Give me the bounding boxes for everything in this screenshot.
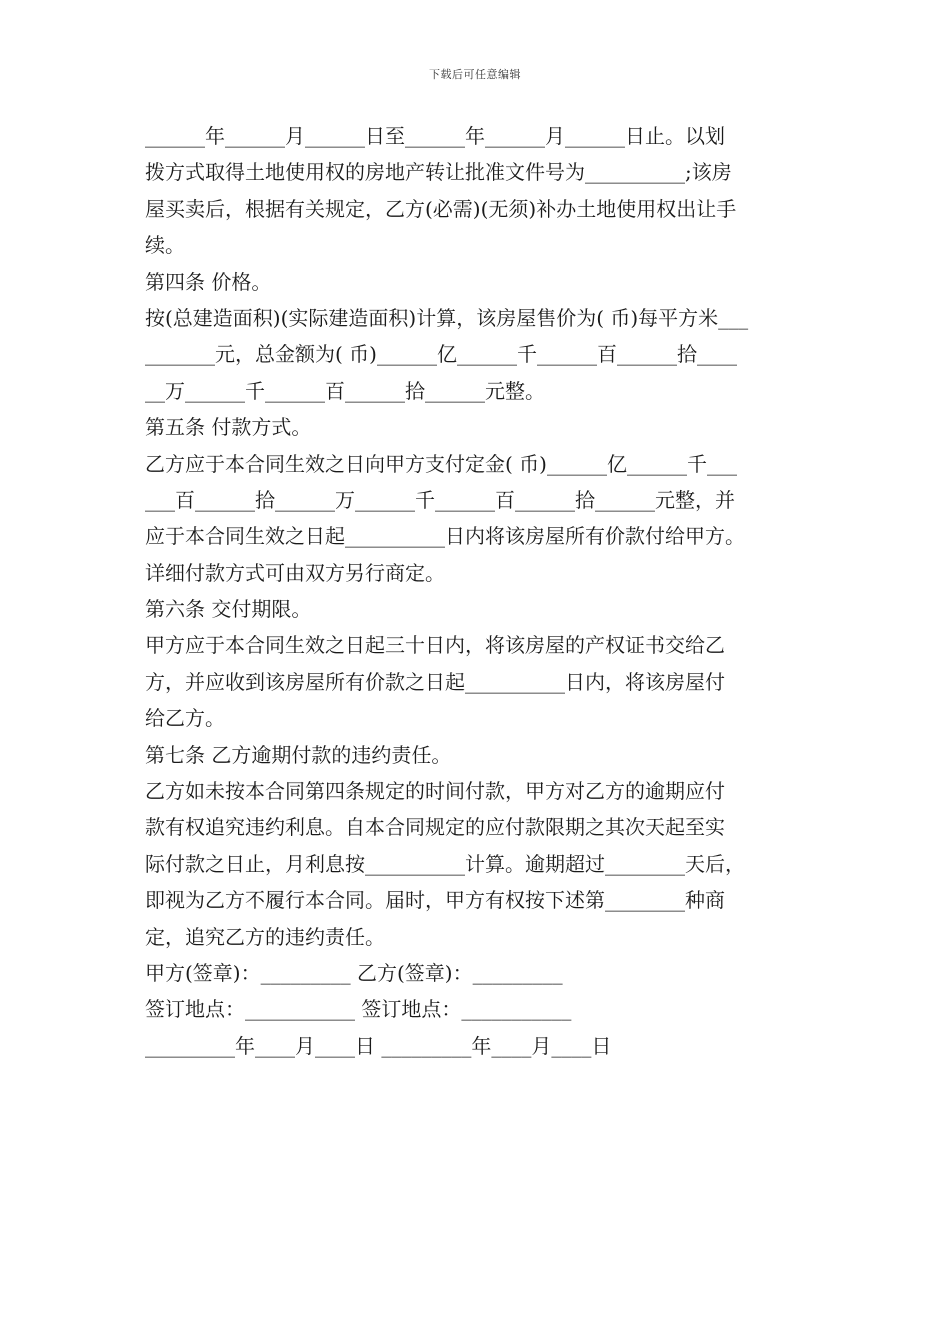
text-line: 际付款之日止，月利息按__________计算。逾期超过________天后， [145, 851, 745, 876]
text-line: 按(总建造面积)(实际建造面积)计算，该房屋售价为( 币)每平方米___ [145, 305, 749, 330]
text-line: 即视为乙方不履行本合同。届时，甲方有权按下述第________种商 [145, 888, 725, 913]
text-line: ______年______月______日至______年______月______日止。以划 [145, 124, 725, 148]
signing-place-line: 签订地点：___________ 签订地点：___________ [145, 997, 572, 1022]
signing-date-line: _________年____月____日 _________年____月____日 [145, 1033, 612, 1058]
text-line: 乙方应于本合同生效之日向甲方支付定金( 币)______亿______千___ [145, 451, 737, 476]
text-line: 给乙方。 [145, 706, 225, 731]
page-header-note: 下载后可任意编辑 [429, 68, 521, 81]
text-line: 方，并应收到该房屋所有价款之日起__________日内，将该房屋付 [145, 669, 725, 694]
text-line: 款有权追究违约利息。自本合同规定的应付款限期之其次天起至实 [145, 815, 725, 840]
text-line: ___百______拾______万______千______百______拾______元整，并 [145, 487, 735, 512]
text-line: 甲方应于本合同生效之日起三十日内，将该房屋的产权证书交给乙 [145, 633, 725, 658]
text-line: 定，追究乙方的违约责任。 [145, 924, 385, 949]
section-heading: 第四条 价格。 [145, 269, 272, 294]
text-line: 应于本合同生效之日起__________日内将该房屋所有价款付给甲方。 [145, 524, 745, 549]
text-line: 拨方式取得土地使用权的房地产转让批准文件号为__________;该房 [145, 160, 732, 185]
section-heading: 第五条 付款方式。 [145, 415, 312, 440]
text-line: 续。 [145, 233, 185, 258]
section-heading: 第七条 乙方逾期付款的违约责任。 [145, 742, 452, 767]
document-body [145, 118, 825, 1064]
text-line: 详细付款方式可由双方另行商定。 [145, 560, 445, 585]
text-line: 乙方如未按本合同第四条规定的时间付款，甲方对乙方的逾期应付 [145, 779, 725, 804]
section-heading: 第六条 交付期限。 [145, 597, 312, 622]
text-line: _______元，总金额为( 币)______亿______千______百______拾____ [145, 342, 737, 367]
signature-line: 甲方(签章)：_________ 乙方(签章)：_________ [145, 960, 563, 985]
text-line: 屋买卖后，根据有关规定，乙方(必需)(无须)补办土地使用权出让手 [145, 196, 737, 221]
text-line: __万______千______百______拾______元整。 [145, 378, 545, 403]
